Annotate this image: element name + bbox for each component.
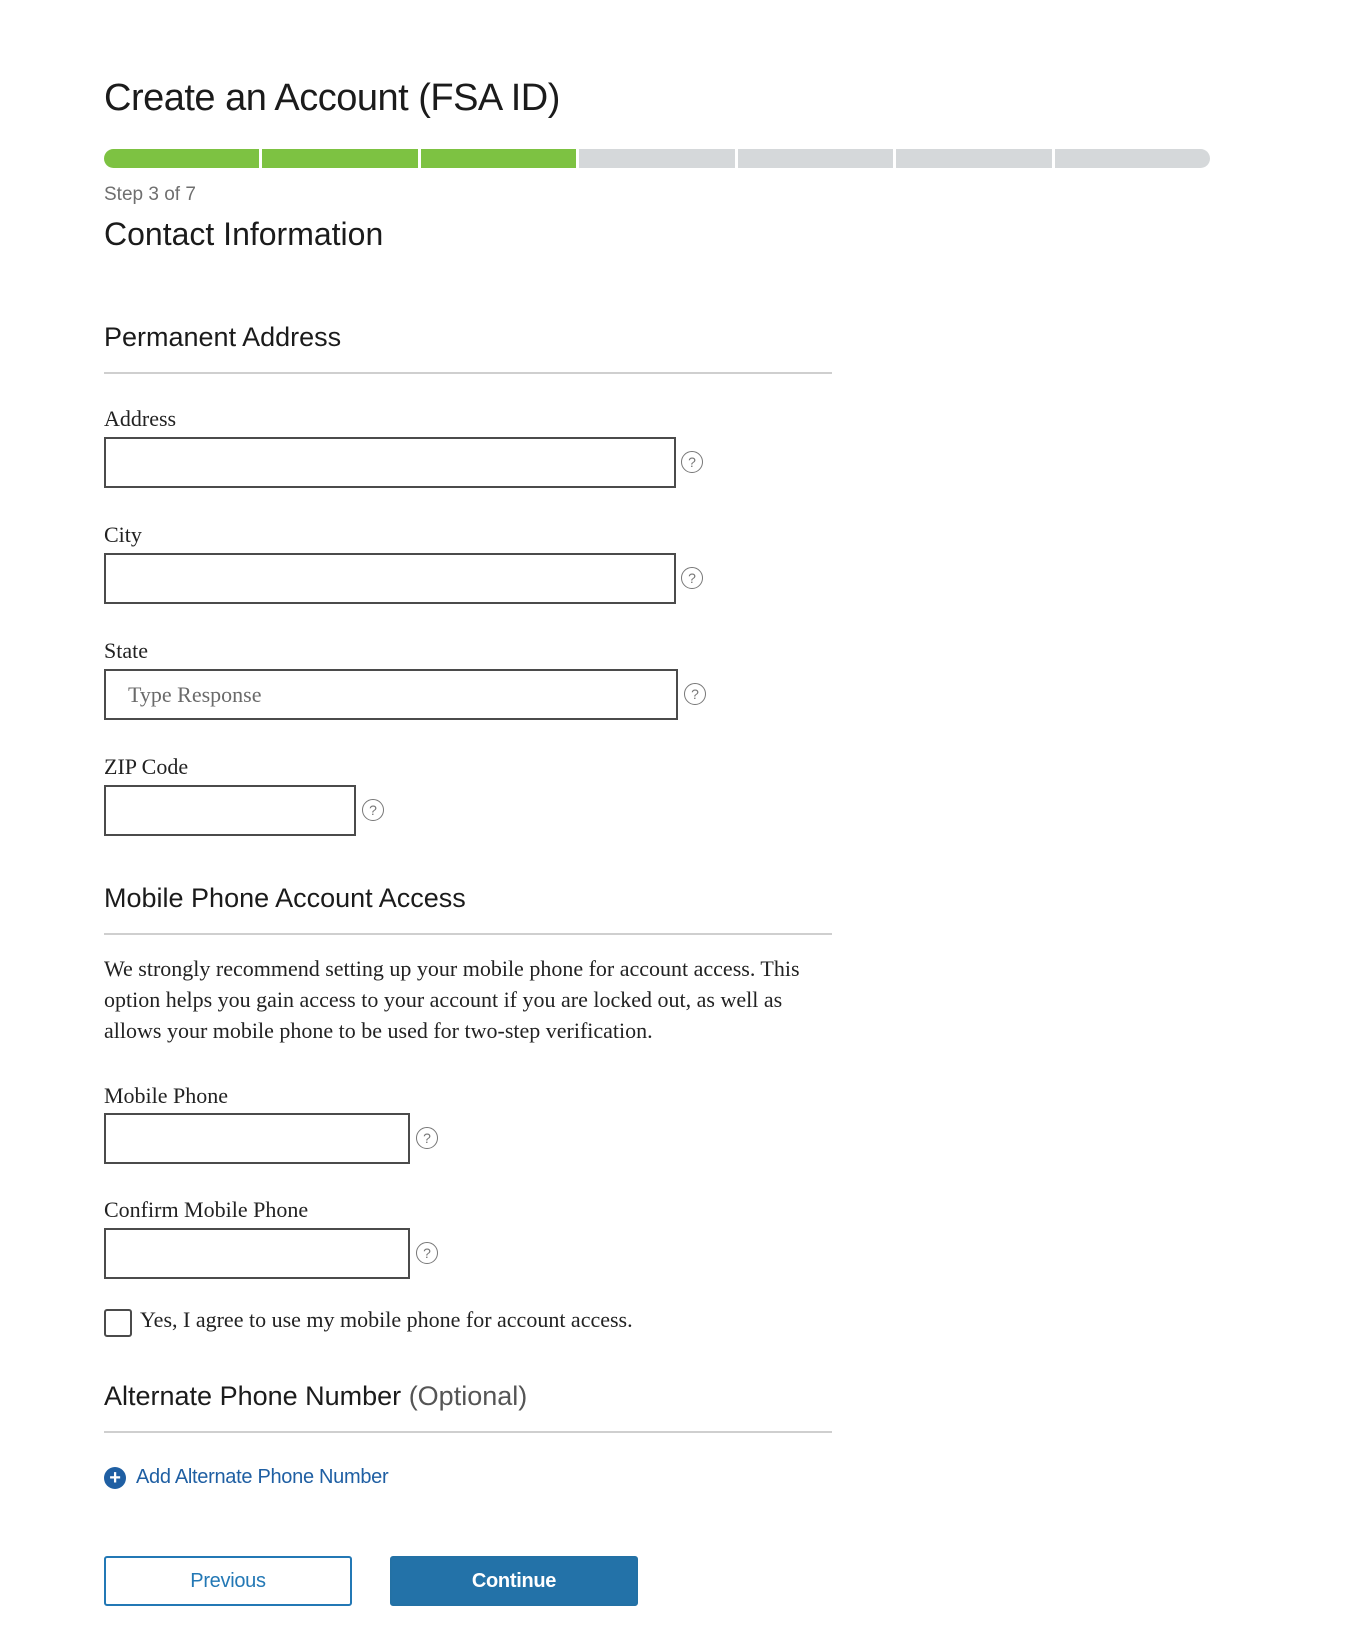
help-icon[interactable]: ? — [681, 567, 703, 589]
progress-segment-1 — [104, 149, 259, 168]
progress-segment-5 — [738, 149, 893, 168]
section-divider — [104, 1431, 832, 1433]
permanent-address-heading: Permanent Address — [104, 322, 342, 352]
progress-segment-3 — [421, 149, 576, 168]
help-icon[interactable]: ? — [362, 799, 384, 821]
section-divider — [104, 372, 832, 374]
page-title: Create an Account (FSA ID) — [104, 77, 560, 120]
step-indicator: Step 3 of 7 — [104, 184, 196, 205]
state-label: State — [104, 638, 148, 663]
address-input[interactable] — [104, 437, 676, 488]
progress-bar — [104, 149, 1210, 168]
plus-circle-icon: + — [104, 1467, 126, 1489]
mobile-access-heading: Mobile Phone Account Access — [104, 883, 466, 913]
mobile-access-description: We strongly recommend setting up your mobile phone for account access. This option helps you gain access to your account if you are locked out, as well as allows your mobile phone to be used for two-step verification. — [104, 956, 800, 1043]
optional-tag: (Optional) — [408, 1381, 528, 1411]
help-icon[interactable]: ? — [416, 1242, 438, 1264]
zip-label: ZIP Code — [104, 754, 189, 779]
previous-button[interactable]: Previous — [104, 1556, 352, 1606]
progress-segment-7 — [1055, 149, 1210, 168]
add-alternate-phone-label: Add Alternate Phone Number — [136, 1466, 389, 1488]
zip-input[interactable] — [104, 785, 356, 836]
section-divider — [104, 933, 832, 935]
alternate-phone-heading — [104, 1381, 527, 1412]
confirm-mobile-phone-label: Confirm Mobile Phone — [104, 1197, 309, 1222]
agree-checkbox-label[interactable]: Yes, I agree to use my mobile phone for account access. — [140, 1307, 633, 1332]
progress-segment-4 — [579, 149, 734, 168]
agree-checkbox[interactable] — [104, 1309, 132, 1337]
progress-segment-2 — [262, 149, 417, 168]
mobile-phone-input[interactable] — [104, 1113, 410, 1164]
state-input[interactable] — [104, 669, 678, 720]
help-icon[interactable]: ? — [681, 451, 703, 473]
mobile-phone-label: Mobile Phone — [104, 1083, 229, 1108]
add-alternate-phone-link[interactable] — [104, 1466, 388, 1489]
city-label: City — [104, 522, 142, 547]
city-input[interactable] — [104, 553, 676, 604]
progress-segment-6 — [896, 149, 1051, 168]
help-icon[interactable]: ? — [684, 683, 706, 705]
help-icon[interactable]: ? — [416, 1127, 438, 1149]
address-label: Address — [104, 406, 177, 431]
alternate-phone-heading-text: Alternate Phone Number — [104, 1381, 402, 1411]
continue-button[interactable]: Continue — [390, 1556, 638, 1606]
confirm-mobile-phone-input[interactable] — [104, 1228, 410, 1279]
section-title: Contact Information — [104, 216, 384, 252]
